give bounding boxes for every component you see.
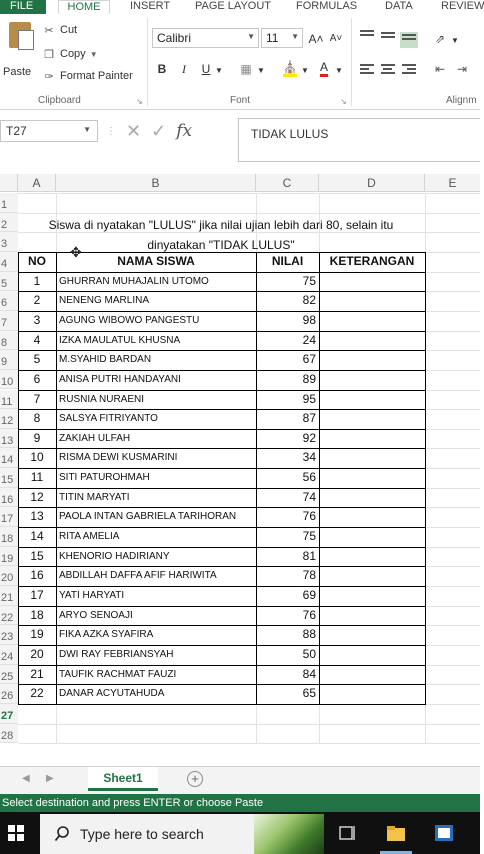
cell-nilai[interactable]: 34 (302, 450, 316, 465)
cell-nama[interactable]: RUSNIA NURAENI (59, 393, 145, 405)
cell-keterangan[interactable] (319, 370, 425, 390)
cell-nilai[interactable]: 69 (302, 588, 316, 602)
cell-keterangan[interactable] (319, 409, 425, 429)
table-header-cell[interactable]: KETERANGAN (329, 253, 415, 268)
column-header-a[interactable]: A (18, 174, 56, 192)
font-name-value: Calibri (157, 31, 192, 45)
table-border (18, 252, 19, 704)
chevron-down-icon: ▼ (247, 32, 255, 41)
cell-nilai[interactable]: 56 (302, 470, 316, 485)
enter-icon[interactable]: ✓ (151, 120, 167, 141)
cell-nilai[interactable]: 95 (302, 391, 316, 406)
paintbrush-icon: ✑ (44, 70, 54, 83)
task-view-icon[interactable] (337, 824, 357, 842)
table-border (18, 704, 426, 705)
cell-keterangan[interactable] (319, 291, 425, 311)
cell-keterangan[interactable] (319, 665, 425, 685)
cell-nilai[interactable]: 76 (302, 607, 316, 622)
note-line-1: Siswa di nyatakan "LULUS" jika nilai ujian lebih dari 80, selain itu (48, 218, 394, 232)
cell-nama[interactable]: FIKA AZKA SYAFIRA (59, 629, 154, 641)
table-header-cell[interactable]: NO (28, 253, 46, 268)
borders-icon[interactable]: ▦ (240, 62, 252, 76)
ribbon (0, 14, 480, 110)
row-header[interactable]: 19 (0, 547, 18, 567)
cell-nilai[interactable]: 24 (302, 332, 316, 347)
cell-nama[interactable]: M.SYAHID BARDAN (59, 354, 152, 366)
name-box-value: T27 (6, 124, 27, 138)
format-painter-button[interactable] (42, 68, 133, 84)
table-border (18, 488, 426, 489)
row-header[interactable]: 13 (0, 429, 18, 449)
tab-file[interactable]: FILE (0, 0, 46, 14)
cell-nama[interactable]: AGUNG WIBOWO PANGESTU (59, 314, 200, 326)
cell-nilai[interactable]: 65 (302, 686, 316, 701)
cell-nama[interactable]: IZKA MAULATUL KHUSNA (59, 334, 181, 346)
cell-nilai[interactable]: 75 (302, 273, 316, 288)
row-header[interactable]: 9 (0, 350, 18, 370)
row-header[interactable]: 18 (0, 527, 18, 547)
font-group-label: Font (230, 95, 251, 106)
orientation-icon[interactable]: ⇗ (434, 32, 446, 46)
row-header[interactable]: 11 (0, 390, 18, 410)
row-header[interactable]: 6 (0, 291, 18, 311)
row-header[interactable]: 23 (0, 625, 18, 645)
table-border (18, 390, 426, 391)
paste-label: Paste (3, 66, 32, 78)
underline-button[interactable]: U (201, 62, 211, 76)
cell-no[interactable]: 9 (33, 430, 41, 445)
search-placeholder: Type here to search (80, 826, 204, 842)
cell-nama[interactable]: ANISA PUTRI HANDAYANI (59, 373, 181, 385)
cell-nama[interactable]: NENENG MARLINA (59, 295, 150, 307)
cell-no[interactable]: 22 (30, 686, 44, 701)
table-border (18, 606, 426, 607)
font-size-select[interactable] (261, 28, 303, 48)
dialog-launcher-icon[interactable]: ↘ (136, 97, 143, 106)
row-header[interactable]: 12 (0, 409, 18, 429)
shrink-font-button[interactable]: A˅ (329, 33, 343, 44)
chevron-down-icon[interactable]: ▼ (451, 36, 459, 45)
cell-nama[interactable]: RITA AMELIA (59, 531, 120, 543)
formula-input[interactable]: TIDAK LULUS (238, 118, 480, 162)
scroll-left-icon[interactable]: ◀ (22, 773, 30, 784)
formula-buttons (106, 120, 234, 142)
search-icon (54, 825, 70, 843)
cell-nama[interactable]: ZAKIAH ULFAH (59, 432, 131, 444)
windows-start-icon[interactable] (8, 825, 24, 841)
row-header[interactable]: 27 (0, 704, 18, 724)
sheet-tab-bar (0, 766, 480, 794)
cell-nilai[interactable]: 78 (302, 568, 316, 583)
dialog-launcher-icon[interactable]: ↘ (340, 97, 347, 106)
table-border (18, 429, 426, 430)
font-name-select[interactable] (152, 28, 259, 48)
font-color-icon[interactable]: A (316, 58, 332, 76)
italic-button[interactable]: I (182, 62, 186, 76)
cell-nama[interactable]: TAUFIK RACHMAT FAUZI (59, 668, 177, 680)
cell-no[interactable]: 14 (30, 529, 44, 544)
cell-no[interactable]: 2 (33, 293, 41, 308)
cell-keterangan[interactable] (319, 625, 425, 645)
cell-keterangan[interactable] (319, 488, 425, 508)
row-header[interactable]: 21 (0, 586, 18, 606)
cell-nama[interactable]: DANAR ACYUTAHUDA (59, 688, 165, 700)
row-header[interactable]: 17 (0, 507, 18, 527)
row-header[interactable]: 4 (0, 252, 18, 272)
table-border (18, 645, 426, 646)
cell-no[interactable]: 16 (30, 568, 44, 583)
table-border (18, 625, 426, 626)
row-header[interactable]: 2 (0, 213, 18, 233)
cell-nilai[interactable]: 75 (302, 529, 316, 544)
paste-button[interactable] (3, 22, 35, 82)
align-center-icon[interactable] (381, 64, 395, 76)
cut-label: Cut (60, 24, 78, 36)
cell-nilai[interactable]: 84 (302, 666, 316, 681)
cell-nama[interactable]: DWI RAY FEBRIANSYAH (59, 648, 174, 660)
tab-insert[interactable]: INSERT (130, 0, 171, 12)
tab-review[interactable]: REVIEW (441, 0, 484, 12)
select-all-corner[interactable] (0, 174, 18, 192)
cell-nilai[interactable]: 81 (302, 548, 316, 563)
cell-nama[interactable]: KHENORIO HADIRIANY (59, 550, 170, 562)
cell-nama[interactable]: ABDILLAH DAFFA AFIF HARIWITA (59, 570, 217, 582)
gridline (18, 232, 480, 233)
cell-nama[interactable]: PAOLA INTAN GABRIELA TARIHORAN (59, 511, 237, 523)
cell-nilai[interactable]: 67 (302, 352, 316, 367)
taskbar (0, 812, 480, 854)
increase-indent-icon[interactable]: ⇥ (456, 62, 468, 76)
cell-nilai[interactable]: 92 (302, 430, 316, 445)
cell-no[interactable]: 21 (30, 666, 44, 681)
table-border (56, 252, 57, 704)
cell-keterangan[interactable] (319, 547, 425, 567)
cell-keterangan[interactable] (319, 429, 425, 449)
ribbon-tabs (0, 0, 484, 14)
more-icon: ⋮ (106, 125, 116, 137)
status-bar: Select destination and press ENTER or choose Paste (0, 794, 480, 812)
add-sheet-button[interactable]: + (187, 771, 203, 787)
copy-label: Copy (60, 48, 86, 60)
cell-keterangan[interactable] (319, 311, 425, 331)
chevron-down-icon[interactable]: ▼ (335, 66, 343, 75)
cell-nama[interactable]: TITIN MARYATI (59, 491, 130, 503)
align-top-icon[interactable] (360, 30, 374, 42)
table-border (18, 331, 426, 332)
cell-nilai[interactable]: 89 (302, 371, 316, 386)
table-border (18, 507, 426, 508)
cell-keterangan[interactable] (319, 331, 425, 351)
table-border (18, 272, 426, 273)
scissors-icon: ✂ (44, 24, 54, 37)
cell-no[interactable]: 1 (33, 273, 41, 288)
table-border (18, 350, 426, 351)
format-painter-label: Format Painter (60, 70, 133, 82)
cell-no[interactable]: 3 (33, 312, 41, 327)
group-divider (351, 18, 352, 106)
grow-font-button[interactable]: A˄ (308, 32, 324, 46)
table-border (18, 586, 426, 587)
gridline (18, 724, 480, 725)
column-header-d[interactable]: D (319, 174, 425, 192)
row-header[interactable]: 20 (0, 566, 18, 586)
clipboard-group-label: Clipboard (38, 95, 81, 106)
chevron-down-icon[interactable]: ▼ (215, 66, 223, 75)
move-cursor-icon: ✥ (70, 244, 82, 260)
cell-keterangan[interactable] (319, 468, 425, 488)
gridline (18, 213, 480, 214)
cell-no[interactable]: 7 (33, 391, 41, 406)
cut-button[interactable] (42, 22, 77, 38)
fill-color-icon[interactable]: ⛪ (282, 58, 298, 76)
row-header[interactable]: 16 (0, 488, 18, 508)
cell-nama[interactable]: ARYO SENOAJI (59, 609, 133, 621)
tab-formulas[interactable]: FORMULAS (296, 0, 358, 12)
search-highlight-image (254, 814, 324, 854)
cell-keterangan[interactable] (319, 448, 425, 468)
copy-button[interactable] (42, 46, 98, 62)
cell-no[interactable]: 6 (33, 371, 41, 386)
row-header[interactable]: 3 (0, 232, 18, 252)
cell-nama[interactable]: GHURRAN MUHAJALIN UTOMO (59, 275, 209, 287)
cell-nilai[interactable]: 88 (302, 627, 316, 642)
clipboard-icon (9, 22, 31, 48)
tab-page-layout[interactable]: PAGE LAYOUT (195, 0, 272, 12)
cell-no[interactable]: 5 (33, 352, 41, 367)
cell-no[interactable]: 18 (30, 607, 44, 622)
table-border (18, 409, 426, 410)
sheet-tab-sheet1[interactable]: Sheet1 (88, 767, 158, 791)
cell-keterangan[interactable] (319, 566, 425, 586)
chevron-down-icon[interactable]: ▼ (301, 66, 309, 75)
row-header[interactable]: 28 (0, 724, 18, 744)
group-divider (147, 18, 148, 106)
cell-keterangan[interactable] (319, 350, 425, 370)
formula-bar (0, 110, 480, 162)
chevron-down-icon: ▼ (291, 32, 299, 41)
table-border (18, 291, 426, 292)
alignment-group-label: Alignm (446, 95, 477, 106)
column-header-c[interactable]: C (256, 174, 319, 192)
cell-keterangan[interactable] (319, 645, 425, 665)
cell-keterangan[interactable] (319, 606, 425, 626)
insert-function-icon[interactable]: fx (176, 121, 193, 141)
cell-no[interactable]: 13 (30, 509, 44, 524)
cell-no[interactable]: 8 (33, 411, 41, 426)
column-header-e[interactable]: E (425, 174, 480, 192)
font-size-value: 11 (266, 31, 279, 45)
align-bottom-icon[interactable] (400, 32, 418, 48)
cell-no[interactable]: 11 (30, 470, 44, 485)
table-border (18, 566, 426, 567)
cell-nilai[interactable]: 50 (302, 646, 316, 661)
cell-nama[interactable]: YATI HARYATI (59, 590, 125, 601)
table-border (319, 252, 320, 704)
table-border (18, 448, 426, 449)
cell-no[interactable]: 20 (30, 646, 44, 661)
cell-nama[interactable]: RISMA DEWI KUSMARINI (59, 452, 178, 464)
table-border (425, 252, 426, 704)
note-line-2: dinyatakan "TIDAK LULUS" (147, 238, 295, 252)
row-header[interactable]: 26 (0, 684, 18, 704)
table-header-cell[interactable]: NAMA SISWA (117, 253, 195, 268)
cell-keterangan[interactable] (319, 390, 425, 410)
tab-data[interactable]: DATA (385, 0, 413, 12)
align-middle-icon[interactable] (381, 32, 395, 44)
row-header[interactable]: 22 (0, 606, 18, 626)
table-border (18, 665, 426, 666)
cell-keterangan[interactable] (319, 586, 425, 606)
table-border (18, 468, 426, 469)
cell-keterangan[interactable] (319, 684, 425, 704)
name-box[interactable] (0, 120, 98, 142)
row-header[interactable]: 15 (0, 468, 18, 488)
cell-keterangan[interactable] (319, 272, 425, 292)
file-explorer-icon[interactable] (386, 824, 406, 842)
table-border (18, 311, 426, 312)
table-border (18, 684, 426, 685)
scroll-right-icon[interactable]: ▶ (46, 773, 54, 784)
cell-nilai[interactable]: 82 (302, 293, 316, 308)
cell-keterangan[interactable] (319, 507, 425, 527)
cell-keterangan[interactable] (319, 527, 425, 547)
cell-nilai[interactable]: 74 (302, 489, 316, 504)
chevron-down-icon: ▼ (89, 49, 98, 59)
gridline (18, 193, 480, 194)
app-icon[interactable] (434, 824, 454, 842)
cell-no[interactable]: 19 (30, 627, 44, 642)
row-header[interactable]: 10 (0, 370, 18, 390)
row-header[interactable]: 1 (0, 193, 18, 213)
cell-no[interactable]: 17 (30, 588, 44, 602)
decrease-indent-icon[interactable]: ⇤ (434, 62, 446, 76)
table-border (18, 547, 426, 548)
bold-button[interactable]: B (157, 62, 167, 76)
cell-nilai[interactable]: 87 (302, 411, 316, 426)
table-header-cell[interactable]: NILAI (271, 253, 304, 268)
cell-nilai[interactable]: 76 (302, 509, 316, 524)
cell-nama[interactable]: SITI PATUROHMAH (59, 472, 150, 484)
row-header[interactable]: 7 (0, 311, 18, 331)
cell-nilai[interactable]: 98 (302, 312, 316, 327)
cell-nama[interactable]: SALSYA FITRIYANTO (59, 413, 158, 425)
row-header[interactable]: 25 (0, 665, 18, 685)
row-header[interactable]: 24 (0, 645, 18, 665)
gridline (18, 743, 480, 744)
row-header[interactable]: 14 (0, 448, 18, 468)
cell-no[interactable]: 4 (33, 332, 41, 347)
tab-home[interactable]: HOME (58, 0, 110, 14)
taskbar-search[interactable] (40, 814, 324, 854)
column-header-b[interactable]: B (56, 174, 256, 192)
align-right-icon[interactable] (402, 64, 416, 76)
align-left-icon[interactable] (360, 64, 374, 76)
table-border (256, 252, 257, 704)
cell-no[interactable]: 15 (30, 548, 44, 563)
row-header[interactable]: 5 (0, 272, 18, 292)
chevron-down-icon[interactable]: ▼ (257, 66, 265, 75)
row-header[interactable]: 8 (0, 331, 18, 351)
copy-icon: ❐ (44, 48, 54, 61)
chevron-down-icon: ▼ (83, 125, 91, 134)
table-border (18, 527, 426, 528)
cell-no[interactable]: 12 (30, 489, 44, 504)
table-border (18, 370, 426, 371)
cell-no[interactable]: 10 (30, 450, 44, 465)
cancel-icon[interactable]: ✕ (126, 120, 142, 141)
